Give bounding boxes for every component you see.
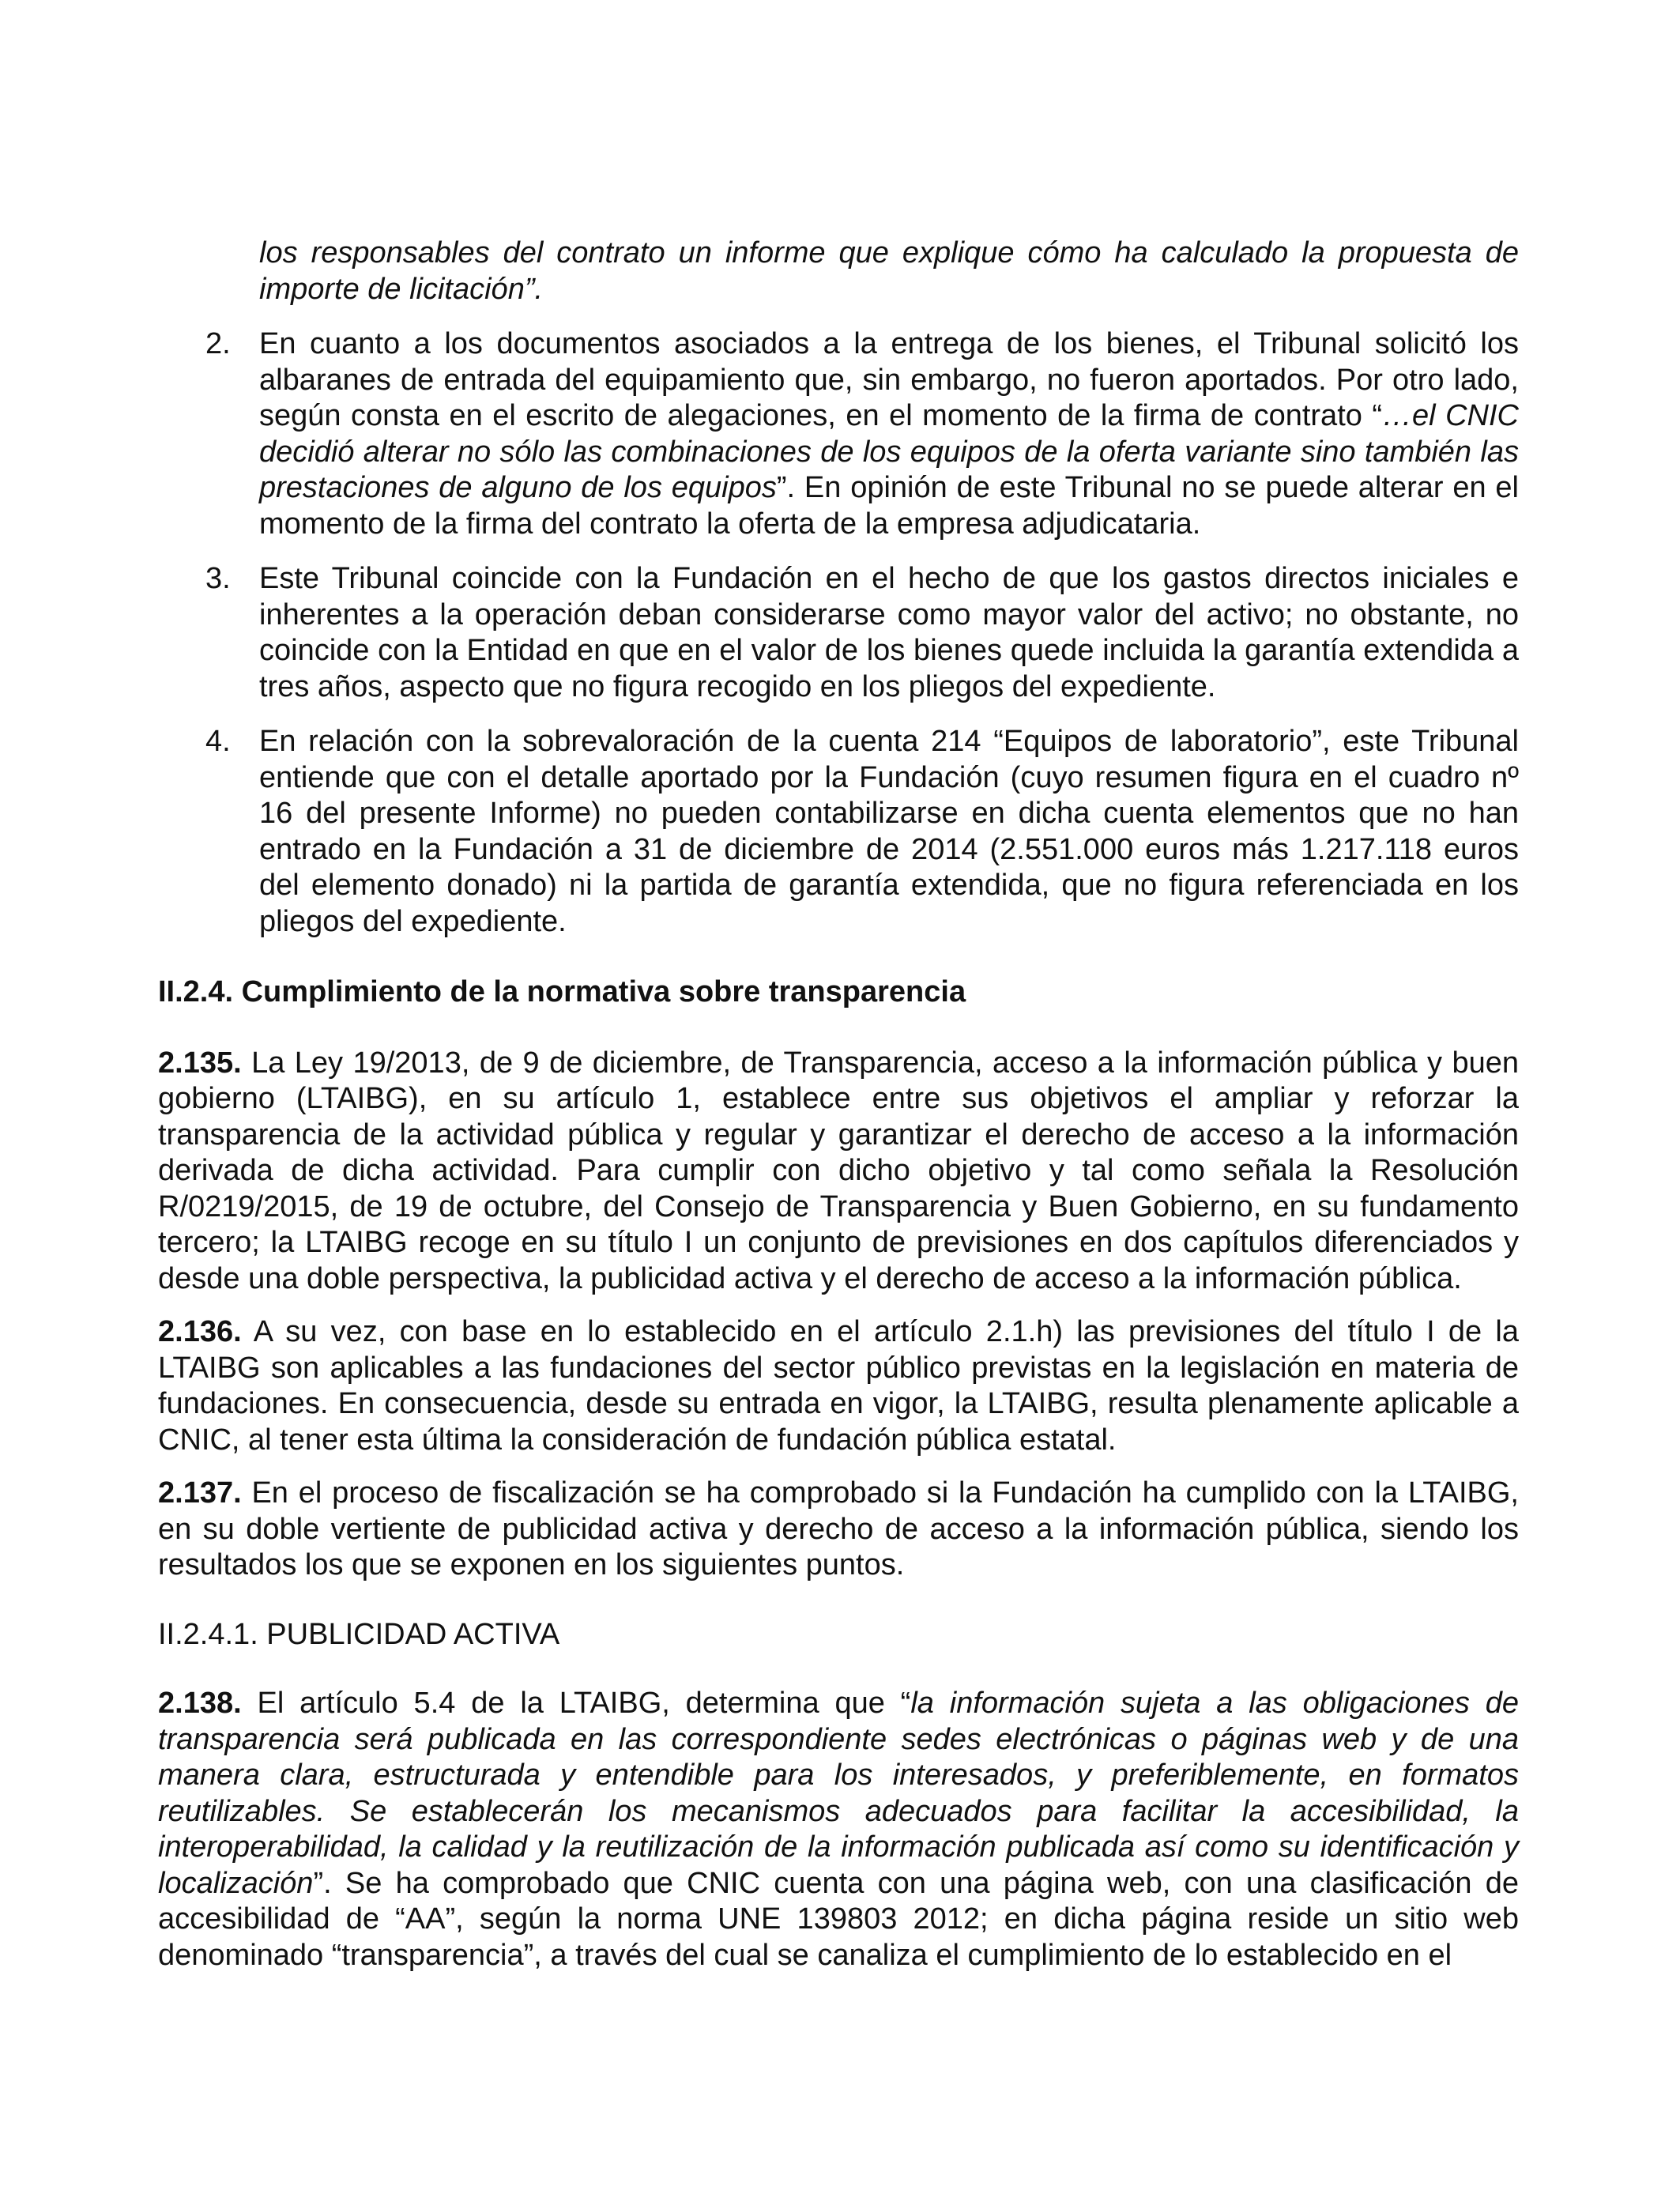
numbered-list — [158, 326, 1519, 940]
paragraph-text: La Ley 19/2013, de 9 de diciembre, de Transparencia, acceso a la información pública y buen gobierno (LTAIBG), en su artículo 1, establece entre sus objetivos el ampliar y reforzar la transparencia de la actividad pública y regular y garantizar el derecho de acceso a la información derivada de dicha actividad. Para cumplir con dicho objetivo y tal como señala la Resolución R/0219/2015, de 19 de octubre, del Consejo de Transparencia y Buen Gobierno, en su fundamento tercero; la LTAIBG recoge en su título I un conjunto de previsiones en dos capítulos diferenciados y desde una doble perspectiva, la publicidad activa y el derecho de acceso a la información pública. — [158, 1046, 1519, 1295]
subsection-heading: II.2.4.1. PUBLICIDAD ACTIVA — [158, 1617, 560, 1651]
list-item-number: 2. — [205, 327, 231, 360]
paragraph-number: 2.136. — [158, 1315, 242, 1348]
paragraph — [158, 1314, 1519, 1458]
page-content — [158, 236, 1519, 1973]
paragraph-text: ”. Se ha comprobado que CNIC cuenta con una página web, con una clasificación de accesibilidad de “AA”, según la norma UNE 139803 2012; en dicha página reside un sitio web denominado “transparencia”, a través del cual se canaliza el cumplimiento de lo establecido en el — [158, 1866, 1519, 1972]
paragraph-number: 2.138. — [158, 1687, 242, 1720]
paragraph-text: A su vez, con base en lo establecido en el artículo 2.1.h) las previsiones del título I de la LTAIBG son aplicables a las fundaciones del sector público previstas en la legislación en materia de fundaciones. En consecuencia, desde su entrada en vigor, la LTAIBG, resulta plenamente aplicable a CNIC, al tener esta última la consideración de fundación pública estatal. — [158, 1315, 1519, 1457]
list-item — [158, 724, 1519, 940]
list-item-continuation — [158, 236, 1519, 307]
list-item-text: En relación con la sobrevaloración de la cuenta 214 “Equipos de laboratorio”, este Tribunal entiende que con el detalle aportado por la Fundación (cuyo resumen figura en el cuadro nº 16 del presente Informe) no pueden contabilizarse en dicha cuenta elementos que no han entrado en la Fundación a 31 de diciembre de 2014 (2.551.000 euros más 1.217.118 euros del elemento donado) ni la partida de garantía extendida, que no figura referenciada en los pliegos del expediente. — [259, 725, 1519, 938]
list-item-text: ”. En opinión de este Tribunal no se puede alterar en el momento de la firma del contrato la oferta de la empresa adjudicataria. — [259, 471, 1519, 541]
quoted-text: …el CNIC decidió alterar no sólo las combinaciones de los equipos de la oferta variante sino también las prestaciones de alguno de los equipos — [259, 399, 1519, 504]
paragraph — [158, 1046, 1519, 1298]
quoted-text: la información sujeta a las obligaciones de transparencia será publicada en las correspondiente sedes electrónicas o páginas web y de una manera clara, estructurada y entendible para los interesados, y preferiblemente, en formatos reutilizables. Se establecerán los mecanismos adecuados para facilitar la accesibilidad, la interoperabilidad, la calidad y la reutilización de la información publicada así como su identificación y localización — [158, 1687, 1519, 1900]
paragraph — [158, 1686, 1519, 1973]
list-item — [158, 326, 1519, 542]
list-item-text: Este Tribunal coincide con la Fundación en el hecho de que los gastos directos iniciales e inherentes a la operación deban considerarse como mayor valor del activo; no obstante, no coincide con la Entidad en que en el valor de los bienes quede incluida la garantía extendida a tres años, aspecto que no figura recogido en los pliegos del expediente. — [259, 562, 1519, 703]
list-item-text: En cuanto a los documentos asociados a la entrega de los bienes, el Tribunal solicitó los albaranes de entrada del equipamiento que, sin embargo, no fueron aportados. Por otro lado, según consta en el escrito de alegaciones, en el momento de la firma de contrato “ — [259, 327, 1519, 432]
list-item-number: 3. — [205, 562, 231, 595]
paragraph-number: 2.135. — [158, 1046, 242, 1080]
list-item-number: 4. — [205, 725, 231, 758]
paragraph-number: 2.137. — [158, 1476, 242, 1510]
paragraph — [158, 1476, 1519, 1584]
paragraph-text: El artículo 5.4 de la LTAIBG, determina que “ — [241, 1687, 911, 1720]
quoted-text: los responsables del contrato un informe que explique cómo ha calculado la propuesta de importe de licitación”. — [259, 236, 1519, 306]
list-item — [158, 561, 1519, 705]
paragraph-text: En el proceso de fiscalización se ha comprobado si la Fundación ha cumplido con la LTAIBG, en su doble vertiente de publicidad activa y derecho de acceso a la información pública, siendo los resultados los que se exponen en los siguientes puntos. — [158, 1476, 1519, 1581]
section-heading: II.2.4. Cumplimiento de la normativa sobre transparencia — [158, 975, 966, 1008]
